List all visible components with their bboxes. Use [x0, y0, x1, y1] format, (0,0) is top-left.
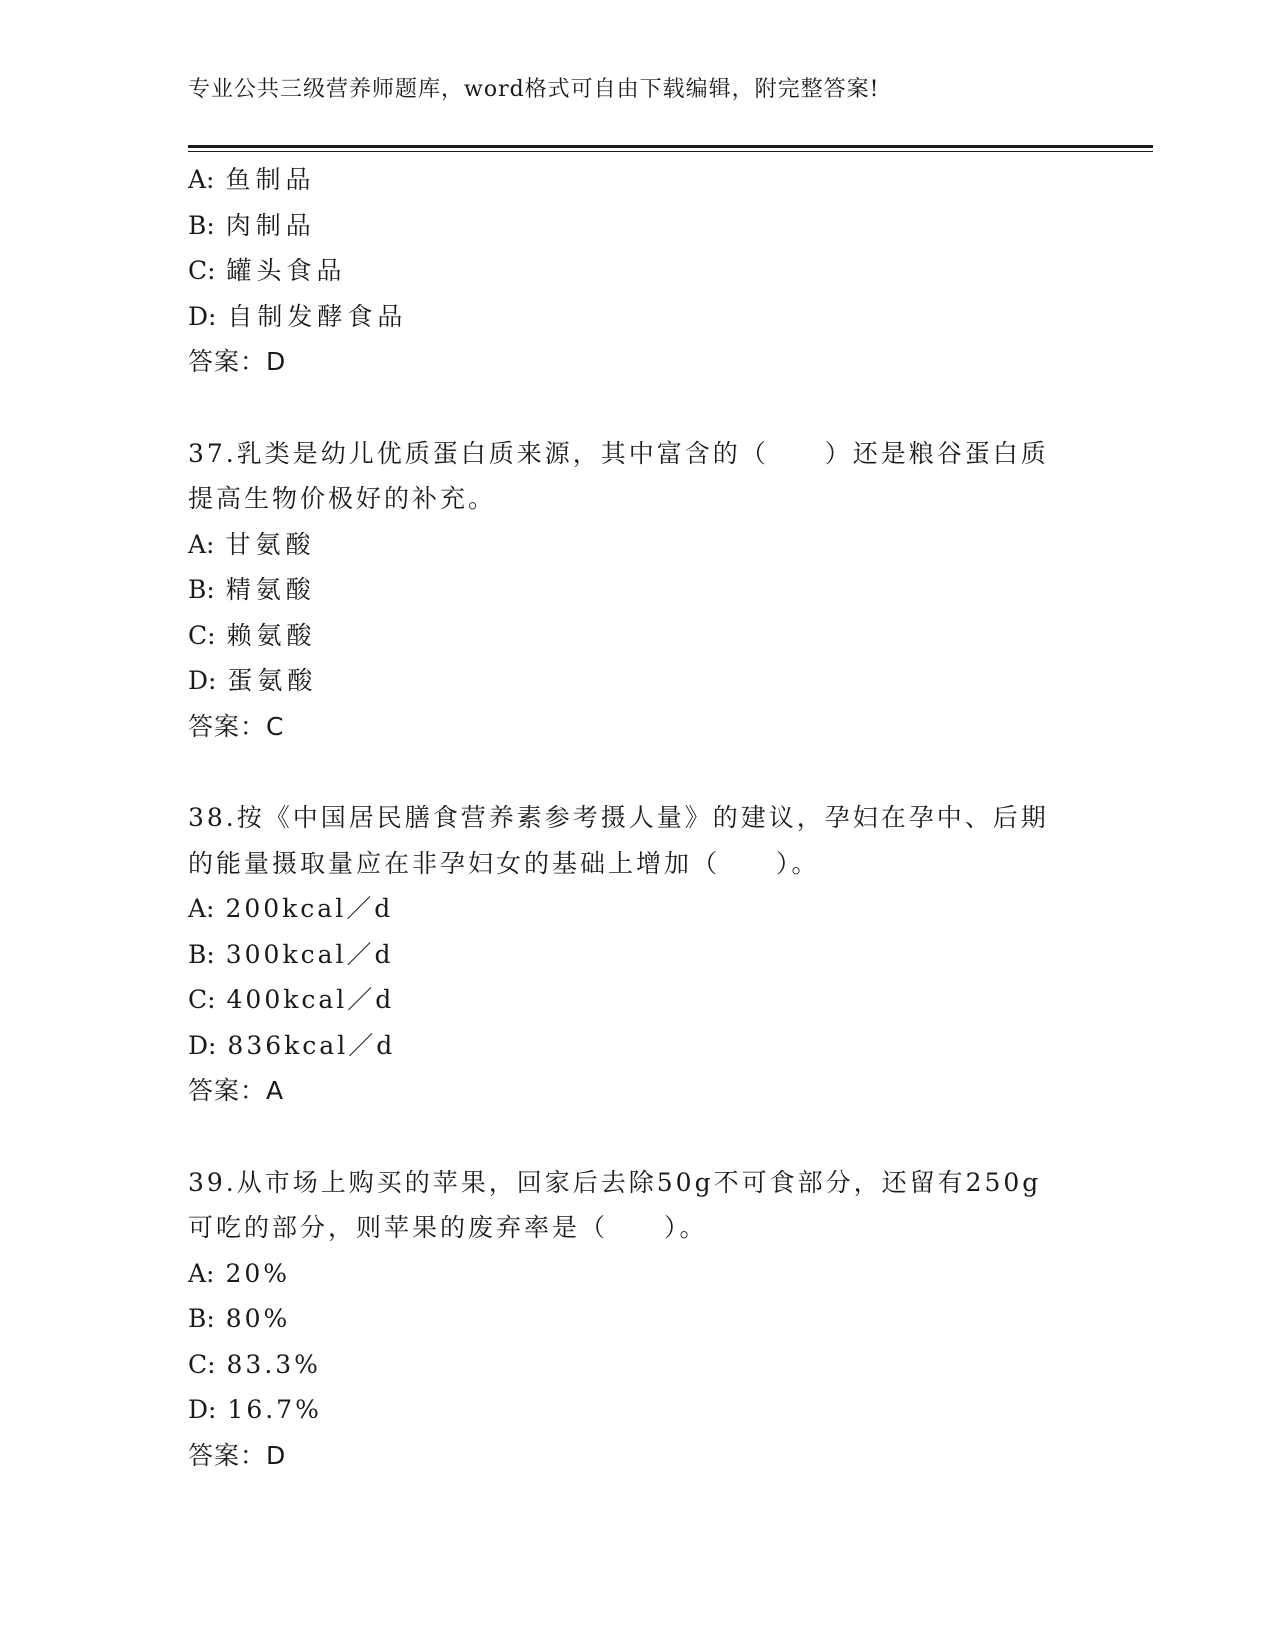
option-c: C: 83.3%: [188, 1349, 321, 1379]
question-36: [188, 157, 1108, 385]
option-b: B: 80%: [188, 1304, 291, 1333]
option-c: C: 400kcal／d: [188, 985, 395, 1014]
header-rule-thin: [188, 151, 1153, 152]
answer-36: 答案：D: [188, 347, 287, 376]
option-b: B: 300kcal／d: [188, 939, 394, 969]
question-stem: [188, 1160, 1088, 1251]
question-stem: [188, 795, 1088, 886]
answer-39: 答案：D: [188, 1440, 287, 1470]
option-d: D: 自制发酵食品: [188, 301, 408, 331]
option-a: A: 200kcal／d: [188, 894, 394, 923]
stem-line: 的能量摄取量应在非孕妇女的基础上增加（ ）。: [188, 848, 820, 878]
option-d: D: 蛋氨酸: [188, 666, 318, 695]
header-rule-thick: [188, 145, 1153, 148]
stem-line: 提高生物价极好的补充。: [188, 484, 497, 513]
question-stem: [188, 431, 1088, 522]
option-d: D: 16.7%: [188, 1395, 322, 1424]
question-38: [188, 795, 1108, 1114]
answer-37: 答案：C: [188, 711, 285, 741]
option-a: A: 鱼制品: [188, 165, 316, 194]
option-a: A: 甘氨酸: [188, 529, 316, 559]
stem-line: 39.从市场上购买的苹果，回家后去除50g不可食部分，还留有250g: [188, 1167, 1042, 1197]
option-c: C: 罐头食品: [188, 256, 347, 285]
stem-line: 37.乳类是幼儿优质蛋白质来源，其中富含的（ ）还是粮谷蛋白质: [188, 438, 1049, 468]
option-b: B: 精氨酸: [188, 575, 316, 604]
option-a: A: 20%: [188, 1258, 291, 1288]
question-37: [188, 431, 1108, 750]
answer-38: 答案：A: [188, 1076, 285, 1105]
question-list: [188, 157, 1108, 1478]
option-d: D: 836kcal／d: [188, 1030, 396, 1060]
stem-line: 可吃的部分，则苹果的废弃率是（ ）。: [188, 1213, 708, 1242]
option-c: C: 赖氨酸: [188, 620, 317, 650]
stem-line: 38.按《中国居民膳食营养素参考摄人量》的建议，孕妇在孕中、后期: [188, 803, 1049, 832]
question-39: [188, 1160, 1108, 1479]
page-header: 专业公共三级营养师题库，word格式可自由下载编辑，附完整答案!: [188, 77, 880, 102]
option-b: B: 肉制品: [188, 210, 316, 240]
